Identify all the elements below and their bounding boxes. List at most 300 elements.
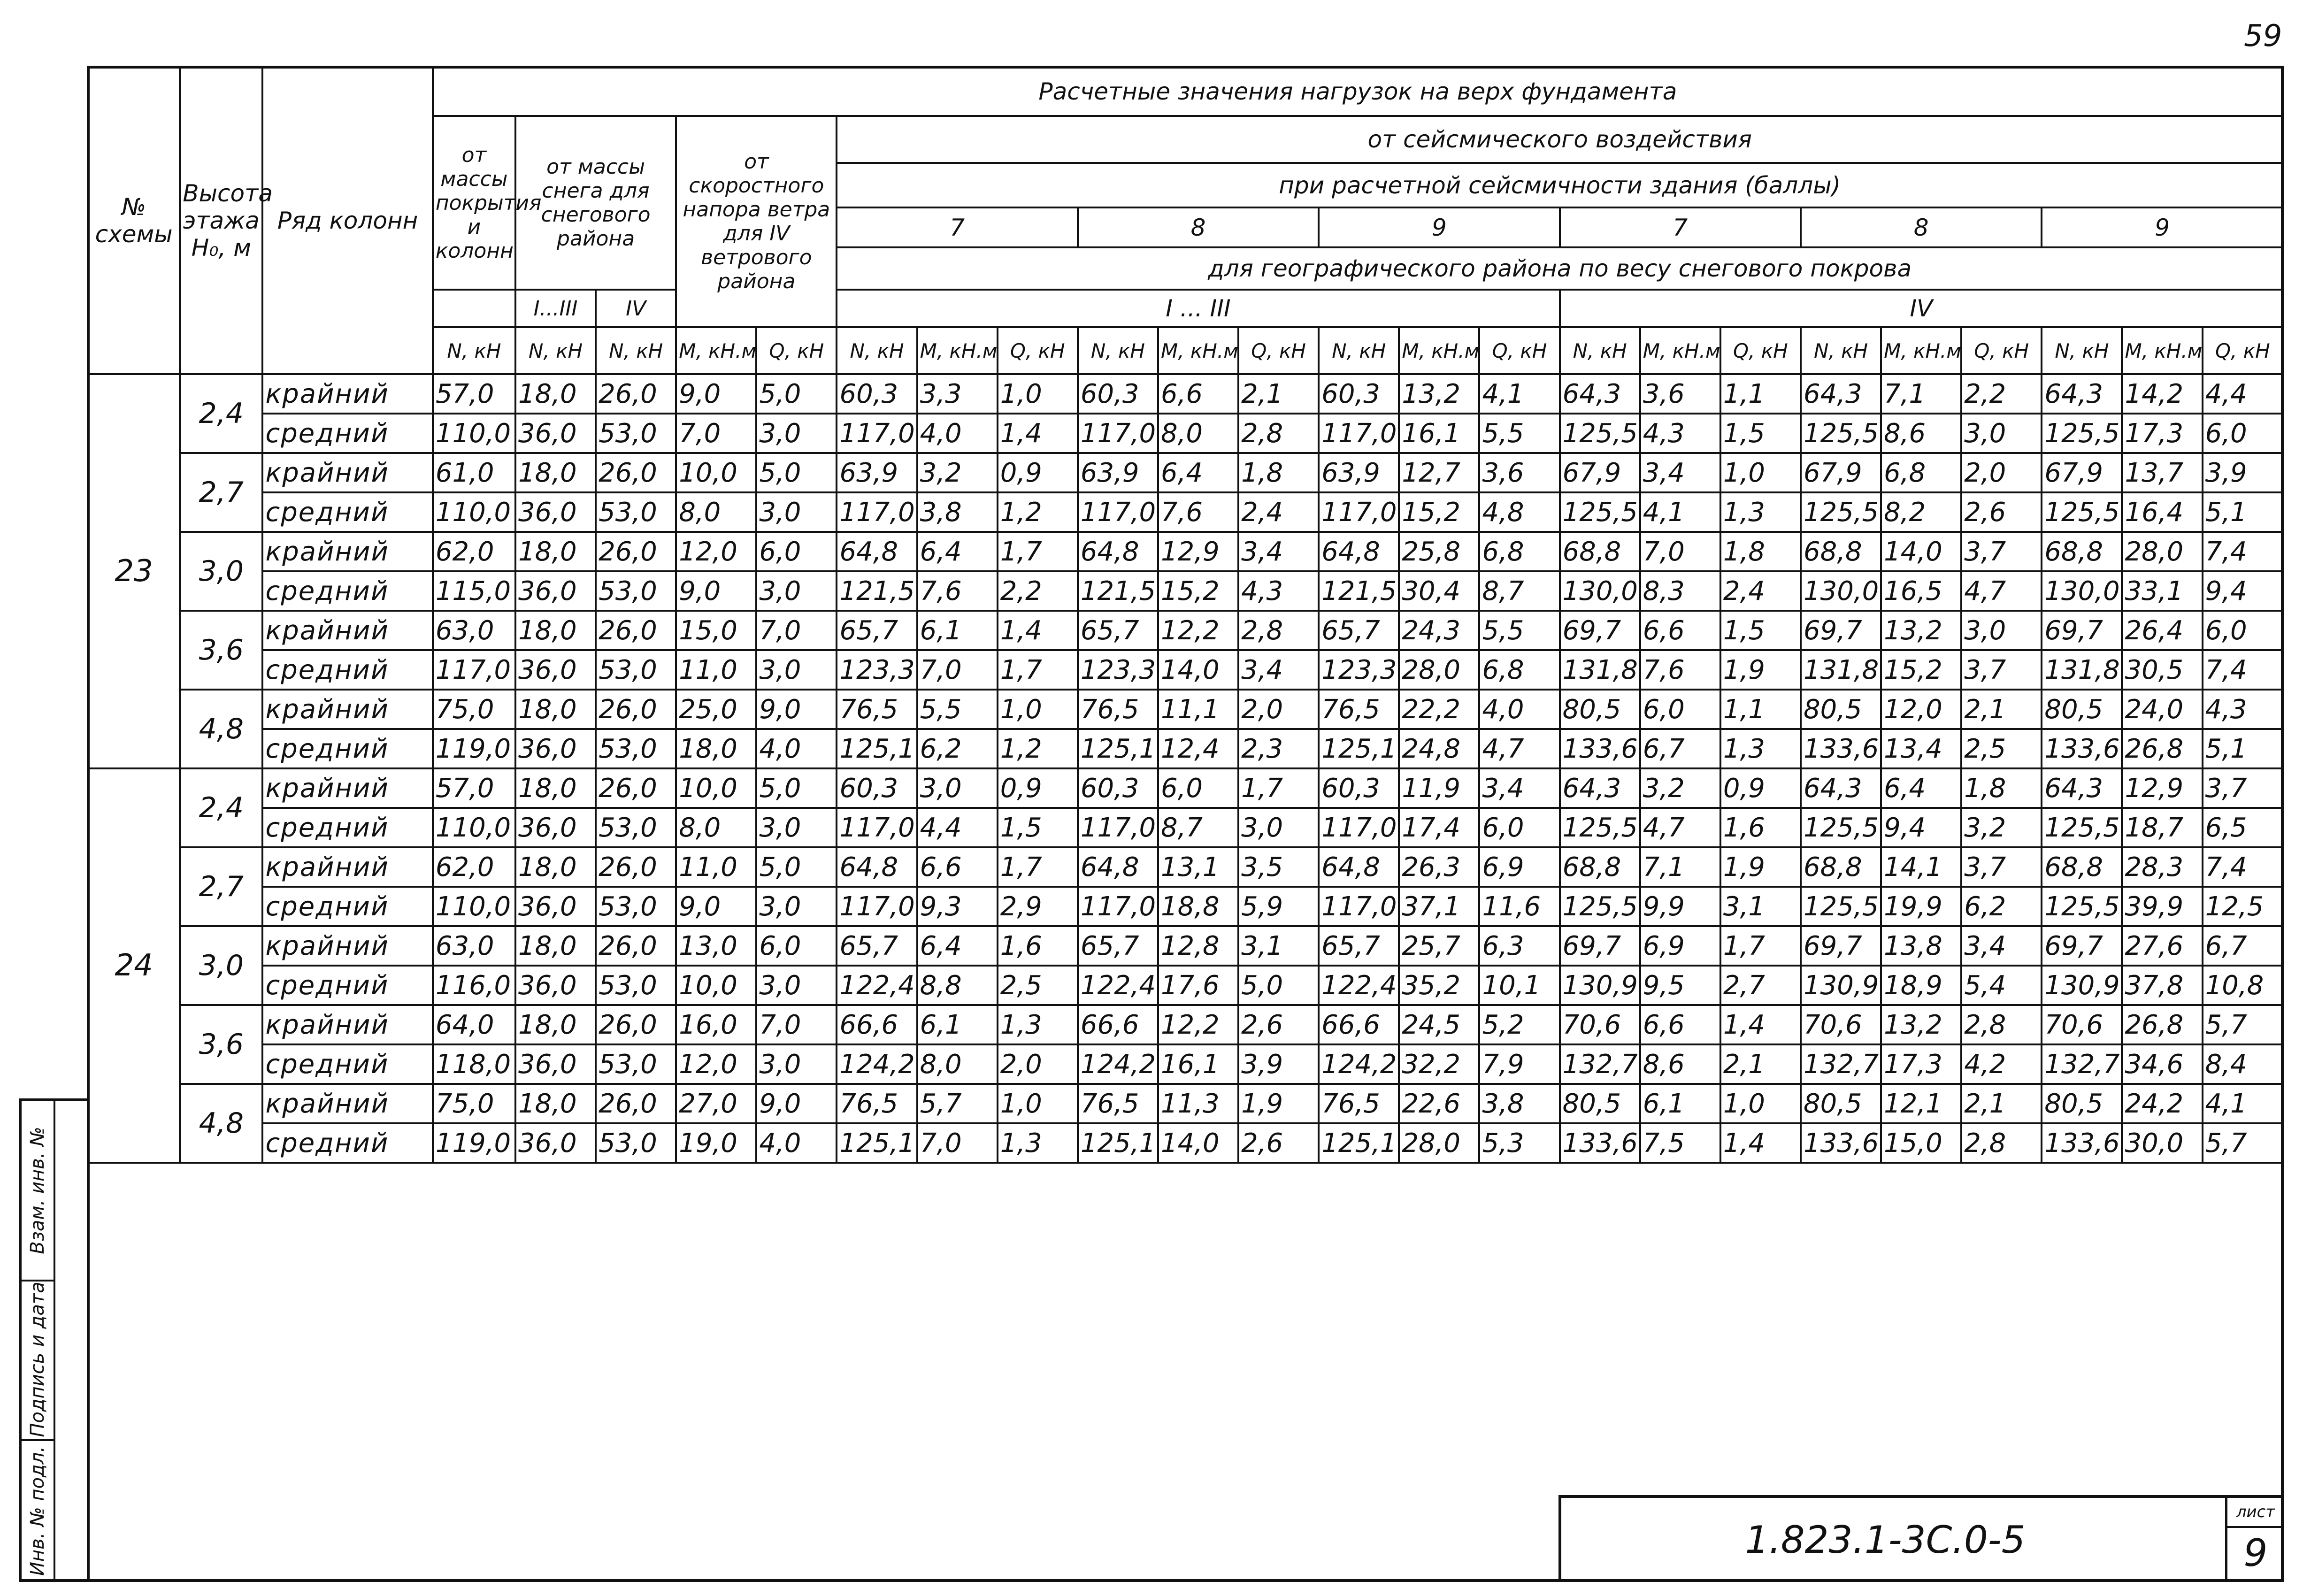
load-value: 64,3 [2042,768,2122,808]
load-value: 26,0 [596,611,676,650]
load-value: 27,6 [2122,926,2202,966]
load-value: 1,3 [998,1123,1078,1163]
load-value: 125,5 [2042,414,2122,453]
load-value: 19,9 [1881,887,1961,926]
load-value: 63,9 [1319,453,1399,492]
load-value: 14,1 [1881,847,1961,887]
load-value: 3,4 [1238,650,1319,690]
floor-height: 2,4 [180,374,262,453]
page-number: 59 [2244,19,2282,54]
load-value: 24,2 [2122,1084,2202,1123]
load-value: 4,4 [917,808,998,847]
header-grade: 7 [1560,207,1801,247]
load-value: 76,5 [837,690,917,729]
load-value: 117,0 [837,414,917,453]
load-value: 2,4 [1720,571,1801,611]
load-value: 53,0 [596,729,676,768]
load-value: 57,0 [433,374,515,414]
header-unit: N, кН [2042,327,2122,374]
load-value: 24,0 [2122,690,2202,729]
load-value: 7,6 [1158,492,1238,532]
load-value: 12,9 [2122,768,2202,808]
column-row-name: средний [262,808,432,847]
load-value: 19,0 [676,1123,756,1163]
load-value: 117,0 [433,650,515,690]
load-value: 1,5 [998,808,1078,847]
load-value: 75,0 [433,690,515,729]
load-value: 125,5 [1801,808,1881,847]
load-value: 60,3 [1319,768,1399,808]
document-code: 1.823.1-3С.0-5 [1745,1518,2026,1562]
load-value: 15,2 [1158,571,1238,611]
load-value: 80,5 [1560,690,1640,729]
load-value: 0,9 [1720,768,1801,808]
load-value: 8,2 [1881,492,1961,532]
floor-height: 3,0 [180,532,262,611]
header-unit: M, кН.м [1158,327,1238,374]
load-value: 117,0 [837,492,917,532]
load-value: 24,5 [1399,1005,1479,1044]
load-value: 1,7 [1238,768,1319,808]
sheet-label: лист [2227,1498,2284,1528]
load-value: 28,0 [1399,1123,1479,1163]
load-value: 1,4 [1720,1123,1801,1163]
load-value: 26,0 [596,532,676,571]
load-value: 5,7 [2203,1123,2283,1163]
load-value: 1,0 [1720,1084,1801,1123]
load-value: 60,3 [837,768,917,808]
load-value: 6,9 [1640,926,1720,966]
load-value: 8,0 [1158,414,1238,453]
load-value: 130,9 [1801,966,1881,1005]
load-value: 5,0 [756,847,837,887]
load-value: 64,8 [1319,847,1399,887]
column-row-name: средний [262,1044,432,1084]
load-value: 22,6 [1399,1084,1479,1123]
load-value: 1,4 [998,414,1078,453]
header-by-snow-region: для географического района по весу снегового покрова [837,247,2283,290]
load-value: 27,0 [676,1084,756,1123]
load-value: 64,3 [2042,374,2122,414]
header-grade: 9 [1319,207,1559,247]
load-value: 68,8 [2042,847,2122,887]
load-value: 9,4 [2203,571,2283,611]
sheet-number: 9 [2243,1531,2268,1575]
header-unit: N, кН [1801,327,1881,374]
load-value: 5,5 [917,690,998,729]
load-value: 18,0 [515,1084,596,1123]
load-value: 1,0 [1720,453,1801,492]
load-value: 125,5 [1560,808,1640,847]
header-unit: Q, кН [1961,327,2042,374]
load-value: 3,2 [917,453,998,492]
load-value: 53,0 [596,414,676,453]
load-value: 14,0 [1158,650,1238,690]
load-value: 80,5 [1560,1084,1640,1123]
load-value: 10,8 [2203,966,2283,1005]
header-from-roof-mass: от массы покрытия и колонн [433,116,515,290]
load-value: 117,0 [1319,492,1399,532]
strip-signature-date-text: Подпись и дата [26,1281,48,1437]
load-value: 1,8 [1238,453,1319,492]
load-value: 133,6 [1560,729,1640,768]
load-value: 8,6 [1881,414,1961,453]
load-value: 5,1 [2203,729,2283,768]
load-value: 1,7 [998,532,1078,571]
header-unit: Q, кН [1479,327,1559,374]
sheet-box [2225,1498,2284,1582]
column-row-name: крайний [262,453,432,492]
load-value: 125,1 [1078,1123,1158,1163]
load-value: 64,8 [1319,532,1399,571]
load-value: 6,6 [1640,1005,1720,1044]
load-value: 6,6 [1640,611,1720,650]
load-value: 36,0 [515,729,596,768]
load-value: 3,0 [756,414,837,453]
load-value: 3,9 [2203,453,2283,492]
load-value: 6,4 [1881,768,1961,808]
load-value: 4,3 [1640,414,1720,453]
load-value: 15,2 [1881,650,1961,690]
column-row-name: крайний [262,768,432,808]
load-value: 17,3 [1881,1044,1961,1084]
title-stamp [1558,1495,2284,1582]
load-value: 60,3 [1078,374,1158,414]
header-unit: M, кН.м [1881,327,1961,374]
load-value: 13,2 [1881,1005,1961,1044]
load-value: 125,5 [1560,887,1640,926]
load-value: 64,3 [1560,768,1640,808]
load-value: 125,1 [1319,729,1399,768]
load-value: 9,9 [1640,887,1720,926]
load-value: 6,7 [1640,729,1720,768]
load-value: 12,0 [676,1044,756,1084]
load-value: 26,0 [596,453,676,492]
load-value: 30,5 [2122,650,2202,690]
load-value: 12,5 [2203,887,2283,926]
load-value: 1,1 [1720,374,1801,414]
load-value: 9,0 [676,887,756,926]
load-value: 3,7 [2203,768,2283,808]
load-value: 118,0 [433,1044,515,1084]
load-value: 5,7 [917,1084,998,1123]
column-row-name: крайний [262,1005,432,1044]
load-value: 37,8 [2122,966,2202,1005]
load-value: 3,0 [1961,611,2042,650]
load-value: 67,9 [1560,453,1640,492]
header-grade: 7 [837,207,1077,247]
load-value: 4,4 [2203,374,2283,414]
load-value: 2,1 [1961,1084,2042,1123]
load-value: 125,1 [1319,1123,1399,1163]
load-value: 4,0 [1479,690,1559,729]
load-value: 3,0 [756,808,837,847]
strip-signature-date [22,1280,54,1441]
load-value: 15,2 [1399,492,1479,532]
load-value: 3,4 [1640,453,1720,492]
header-main-title: Расчетные значения нагрузок на верх фундамента [433,67,2283,116]
load-value: 36,0 [515,414,596,453]
load-value: 80,5 [1801,1084,1881,1123]
load-value: 18,0 [515,374,596,414]
floor-height: 3,6 [180,611,262,690]
load-value: 67,9 [2042,453,2122,492]
load-value: 125,5 [1560,414,1640,453]
load-value: 17,6 [1158,966,1238,1005]
load-value: 65,7 [1319,611,1399,650]
load-value: 1,3 [1720,492,1801,532]
load-value: 65,7 [837,926,917,966]
load-value: 2,9 [998,887,1078,926]
load-value: 10,0 [676,966,756,1005]
load-value: 3,0 [756,492,837,532]
load-value: 9,0 [676,571,756,611]
load-value: 6,2 [917,729,998,768]
header-snow-region-4: IV [1560,290,2283,327]
load-value: 36,0 [515,808,596,847]
load-value: 63,0 [433,611,515,650]
load-value: 66,6 [837,1005,917,1044]
load-value: 119,0 [433,1123,515,1163]
load-value: 3,0 [756,887,837,926]
load-value: 130,9 [1560,966,1640,1005]
header-from-wind: от скоростного напора ветра для IV ветрового района [676,116,837,327]
load-value: 24,3 [1399,611,1479,650]
load-value: 130,9 [2042,966,2122,1005]
load-value: 1,1 [1720,690,1801,729]
load-value: 15,0 [676,611,756,650]
load-value: 4,7 [1961,571,2042,611]
load-value: 76,5 [1319,1084,1399,1123]
load-value: 5,5 [1479,611,1559,650]
load-value: 2,8 [1238,611,1319,650]
load-value: 6,4 [1158,453,1238,492]
load-value: 125,5 [2042,808,2122,847]
load-value: 4,1 [1640,492,1720,532]
column-row-name: средний [262,887,432,926]
load-value: 3,7 [1961,532,2042,571]
load-value: 6,5 [2203,808,2283,847]
load-value: 2,3 [1238,729,1319,768]
column-row-name: крайний [262,847,432,887]
header-unit: N, кН [1078,327,1158,374]
load-value: 116,0 [433,966,515,1005]
header-grade: 8 [1801,207,2042,247]
load-value: 2,4 [1238,492,1319,532]
load-value: 6,9 [1479,847,1559,887]
load-value: 3,7 [1961,650,2042,690]
load-value: 5,0 [756,768,837,808]
load-value: 53,0 [596,966,676,1005]
load-value: 8,8 [917,966,998,1005]
load-value: 64,0 [433,1005,515,1044]
load-value: 18,9 [1881,966,1961,1005]
load-value: 5,9 [1238,887,1319,926]
load-value: 130,0 [1801,571,1881,611]
load-value: 1,2 [998,729,1078,768]
header-unit: M, кН.м [676,327,756,374]
load-value: 35,2 [1399,966,1479,1005]
load-value: 110,0 [433,414,515,453]
column-row-name: средний [262,1123,432,1163]
load-value: 6,0 [756,926,837,966]
load-value: 121,5 [837,571,917,611]
load-value: 1,8 [1961,768,2042,808]
load-value: 3,4 [1961,926,2042,966]
load-value: 4,1 [2203,1084,2283,1123]
load-value: 6,6 [917,847,998,887]
load-value: 3,0 [756,966,837,1005]
load-value: 30,0 [2122,1123,2202,1163]
load-value: 26,0 [596,926,676,966]
load-value: 75,0 [433,1084,515,1123]
header-seismicity: при расчетной сейсмичности здания (баллы) [837,163,2283,207]
load-value: 3,3 [917,374,998,414]
load-value: 117,0 [1078,887,1158,926]
load-value: 2,2 [1961,374,2042,414]
load-value: 125,5 [1801,492,1881,532]
strip-inv-no [22,1439,54,1583]
load-value: 8,0 [676,808,756,847]
floor-height: 3,0 [180,926,262,1005]
floor-height: 2,4 [180,768,262,847]
load-value: 18,0 [515,611,596,650]
load-value: 6,8 [1479,650,1559,690]
load-value: 122,4 [837,966,917,1005]
load-value: 53,0 [596,887,676,926]
load-value: 133,6 [2042,1123,2122,1163]
load-value: 1,5 [1720,414,1801,453]
side-strip-col-1 [22,1101,55,1579]
load-value: 65,7 [1078,926,1158,966]
load-value: 5,0 [756,453,837,492]
load-value: 15,0 [1881,1123,1961,1163]
load-value: 76,5 [837,1084,917,1123]
load-value: 5,4 [1961,966,2042,1005]
load-value: 4,2 [1961,1044,2042,1084]
load-value: 69,7 [1560,611,1640,650]
load-value: 60,3 [1078,768,1158,808]
load-value: 3,8 [1479,1084,1559,1123]
side-strip [19,1098,87,1582]
load-value: 117,0 [1319,887,1399,926]
load-value: 2,0 [1961,453,2042,492]
load-value: 12,8 [1158,926,1238,966]
load-value: 125,1 [1078,729,1158,768]
load-value: 68,8 [2042,532,2122,571]
load-value: 6,6 [1158,374,1238,414]
load-value: 26,8 [2122,729,2202,768]
load-value: 7,6 [917,571,998,611]
header-unit: Q, кН [2203,327,2283,374]
load-value: 25,7 [1399,926,1479,966]
load-value: 28,3 [2122,847,2202,887]
header-grade: 9 [2042,207,2283,247]
load-value: 53,0 [596,571,676,611]
load-value: 14,0 [1881,532,1961,571]
load-value: 12,2 [1158,611,1238,650]
load-value: 4,7 [1479,729,1559,768]
load-value: 7,0 [917,1123,998,1163]
load-value: 6,4 [917,532,998,571]
load-value: 8,7 [1158,808,1238,847]
header-grade: 8 [1078,207,1319,247]
load-value: 64,8 [1078,847,1158,887]
load-value: 115,0 [433,571,515,611]
load-value: 11,1 [1158,690,1238,729]
load-value: 8,0 [917,1044,998,1084]
load-value: 124,2 [1078,1044,1158,1084]
load-value: 37,1 [1399,887,1479,926]
load-value: 2,8 [1238,414,1319,453]
load-value: 125,5 [2042,492,2122,532]
load-value: 6,0 [2203,611,2283,650]
load-value: 7,9 [1479,1044,1559,1084]
load-value: 0,9 [998,768,1078,808]
load-value: 9,0 [676,374,756,414]
load-value: 14,0 [1158,1123,1238,1163]
load-value: 67,9 [1801,453,1881,492]
load-value: 69,7 [2042,926,2122,966]
load-value: 7,5 [1640,1123,1720,1163]
load-value: 117,0 [837,808,917,847]
load-value: 1,2 [998,492,1078,532]
load-value: 6,2 [1961,887,2042,926]
load-value: 2,6 [1238,1005,1319,1044]
load-value: 6,8 [1479,532,1559,571]
load-value: 63,9 [837,453,917,492]
column-row-name: средний [262,414,432,453]
load-value: 28,0 [2122,532,2202,571]
load-value: 36,0 [515,966,596,1005]
load-value: 7,1 [1640,847,1720,887]
load-value: 12,4 [1158,729,1238,768]
load-value: 121,5 [1078,571,1158,611]
floor-height: 4,8 [180,1084,262,1163]
load-value: 123,3 [837,650,917,690]
load-value: 133,6 [1801,1123,1881,1163]
load-value: 4,3 [1238,571,1319,611]
load-value: 4,1 [1479,374,1559,414]
load-value: 13,0 [676,926,756,966]
header-unit: Q, кН [998,327,1078,374]
load-value: 39,9 [2122,887,2202,926]
column-row-name: крайний [262,1084,432,1123]
load-value: 0,9 [998,453,1078,492]
load-value: 13,2 [1399,374,1479,414]
column-row-name: крайний [262,690,432,729]
load-value: 10,0 [676,453,756,492]
load-value: 3,9 [1238,1044,1319,1084]
load-value: 18,8 [1158,887,1238,926]
load-value: 9,4 [1881,808,1961,847]
load-value: 1,0 [998,374,1078,414]
header-snow-region-4-short: IV [596,290,676,327]
load-value: 11,0 [676,847,756,887]
load-value: 2,7 [1720,966,1801,1005]
load-value: 125,5 [1801,414,1881,453]
load-value: 60,3 [1319,374,1399,414]
load-value: 132,7 [1560,1044,1640,1084]
header-unit: M, кН.м [1640,327,1720,374]
load-value: 33,1 [2122,571,2202,611]
load-value: 1,6 [1720,808,1801,847]
load-value: 70,6 [1801,1005,1881,1044]
load-value: 1,6 [998,926,1078,966]
load-value: 4,8 [1479,492,1559,532]
load-value: 7,0 [917,650,998,690]
load-value: 18,0 [515,532,596,571]
